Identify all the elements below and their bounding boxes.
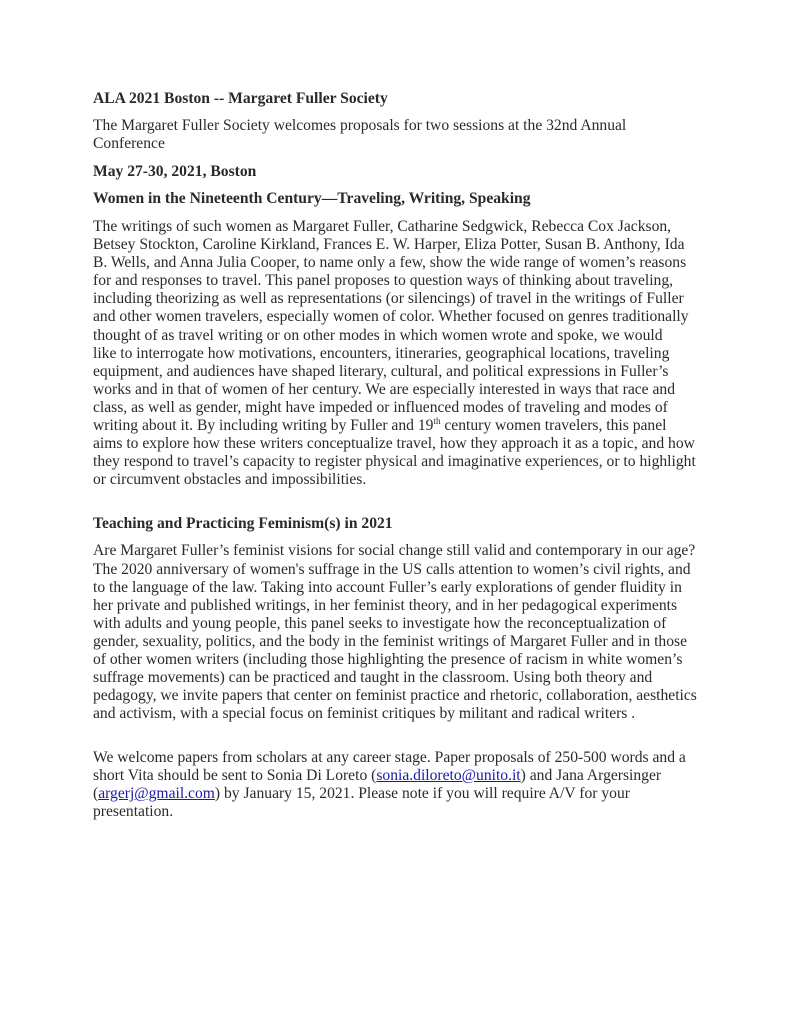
text-line: Betsey Stockton, Caroline Kirkland, Frances E. W. Harper, Eliza Potter, Susan B. Anthony, Ida xyxy=(93,236,685,254)
text-line: pedagogy, we invite papers that center on feminist practice and rhetoric, collaboration, aesthetics xyxy=(93,687,697,705)
text-segment: short Vita should be sent to Sonia Di Loreto ( xyxy=(93,767,377,784)
document-title: ALA 2021 Boston -- Margaret Fuller Society xyxy=(93,90,388,107)
text-line: including theorizing as well as representations (or silencings) of travel in the writings of Fuller xyxy=(93,290,684,308)
text-line: for and responses to travel. This panel proposes to question ways of thinking about traveling, xyxy=(93,272,674,290)
ordinal-superscript: th xyxy=(433,416,441,426)
text-line: presentation. xyxy=(93,803,174,821)
text-segment: ( xyxy=(93,785,99,803)
spacer xyxy=(93,733,701,749)
email-link-argersinger[interactable]: argerj@gmail.com xyxy=(98,785,215,803)
text-line: and activism, with a special focus on feminist critiques by militant and radical writers . xyxy=(93,705,636,723)
conference-dates: May 27-30, 2021, Boston xyxy=(93,162,257,180)
text-line xyxy=(93,417,701,435)
text-line: to the language of the law. Taking into account Fuller’s early explorations of gender fluidity in xyxy=(93,578,682,596)
session1-paragraph xyxy=(93,218,701,489)
text-line: equipment, and audiences have shaped literary, cultural, and political expressions in Fuller’s xyxy=(93,362,669,380)
text-line: Are Margaret Fuller’s feminist visions for social change still valid and contemporary in our age? xyxy=(93,542,696,560)
text-segment: century women travelers, this panel xyxy=(440,417,667,434)
text-line: aims to explore how these writers conceptualize travel, how they approach it as a topic, and how xyxy=(93,435,695,453)
text-line: The writings of such women as Margaret Fuller, Catharine Sedgwick, Rebecca Cox Jackson, xyxy=(93,217,672,235)
text-segment: ) by January 15, 2021. Please note if you will require A/V for your xyxy=(214,785,630,803)
intro-paragraph xyxy=(93,117,701,153)
submission-paragraph xyxy=(93,749,701,821)
intro-line: Conference xyxy=(93,135,165,153)
text-line: like to interrogate how motivations, encounters, itineraries, geographical locations, traveling xyxy=(93,344,670,362)
text-line: and other women travelers, especially women of color. Whether focused on genres traditionally xyxy=(93,308,689,326)
text-segment: ) and Jana Argersinger xyxy=(520,767,662,784)
session2-heading: Teaching and Practicing Feminism(s) in 2021 xyxy=(93,514,393,532)
text-line: her private and published writings, in her feminist theory, and in her pedagogical experiments xyxy=(93,596,678,614)
text-segment: writing about it. By including writing by Fuller and 19 xyxy=(93,417,434,434)
text-line xyxy=(93,767,701,785)
text-line: of other women writers (including those highlighting the presence of racism in white women’s xyxy=(93,651,683,669)
document-page xyxy=(93,90,701,831)
text-line: they respond to travel’s capacity to register physical and imaginative experiences, or to highlight xyxy=(93,453,696,471)
text-line: gender, sexuality, politics, and the body in the feminist writings of Margaret Fuller and in those xyxy=(93,632,687,650)
session1-heading: Women in the Nineteenth Century—Traveling, Writing, Speaking xyxy=(93,190,531,208)
email-link-diloreto[interactable]: sonia.diloreto@unito.it xyxy=(376,767,521,784)
text-line: works and in that of women of her century. We are especially interested in ways that race and xyxy=(93,380,675,398)
spacer xyxy=(93,499,701,515)
text-line: thought of as travel writing or on other modes in which women wrote and spoke, we would xyxy=(93,326,663,344)
text-line: with adults and young people, this panel seeks to investigate how the reconceptualization of xyxy=(93,614,667,632)
text-line: or circumvent obstacles and impossibilities. xyxy=(93,471,367,489)
intro-line: The Margaret Fuller Society welcomes proposals for two sessions at the 32nd Annual xyxy=(93,117,627,135)
text-line: suffrage movements) can be practiced and taught in the classroom. Using both theory and xyxy=(93,669,653,687)
text-line xyxy=(93,785,701,803)
text-line: The 2020 anniversary of women's suffrage in the US calls attention to women’s civil rights, and xyxy=(93,560,691,578)
text-line: B. Wells, and Anna Julia Cooper, to name only a few, show the wide range of women’s reasons xyxy=(93,254,687,272)
session2-paragraph xyxy=(93,542,701,723)
text-line: class, as well as gender, might have impeded or influenced modes of traveling and modes of xyxy=(93,398,668,416)
text-line: We welcome papers from scholars at any career stage. Paper proposals of 250-500 words and a xyxy=(93,748,686,766)
